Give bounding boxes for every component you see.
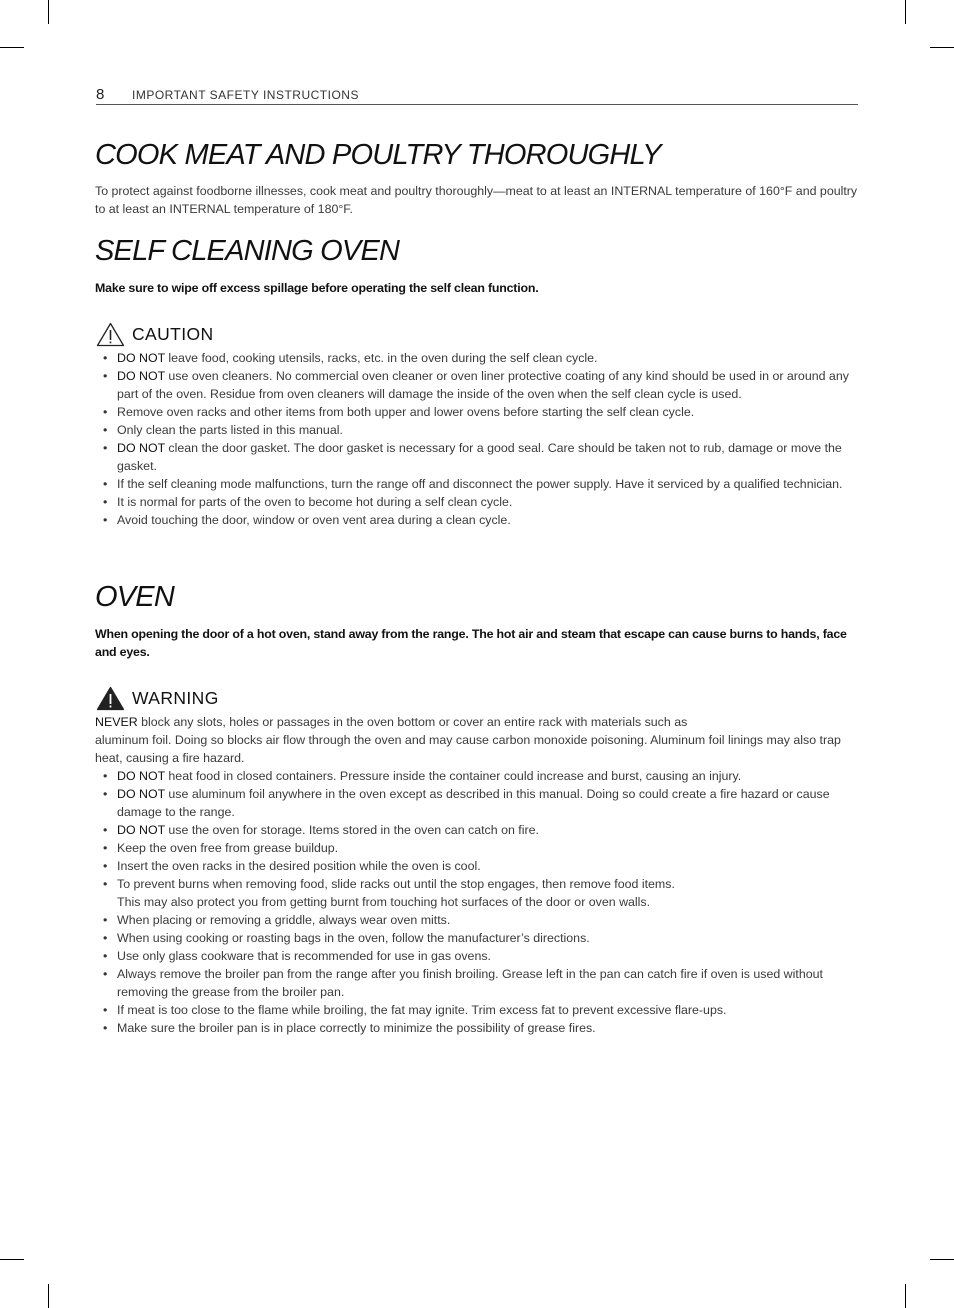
list-item	[103, 475, 858, 493]
running-title: IMPORTANT SAFETY INSTRUCTIONS	[132, 88, 359, 102]
caution-label: CAUTION	[132, 323, 214, 344]
crop-mark	[930, 47, 954, 48]
list-item-text: To prevent burns when removing food, slide racks out until the stop engages, then remove food items.	[117, 877, 675, 891]
list-item-text: Keep the oven free from grease buildup.	[117, 841, 339, 855]
list-item-text: clean the door gasket. The door gasket is necessary for a good seal. Care should be taken not to rub, damage or move the gasket.	[117, 441, 842, 473]
do-not-emphasis: DO NOT	[117, 369, 165, 383]
list-item	[103, 875, 858, 911]
list-item-text: Make sure the broiler pan is in place correctly to minimize the possibility of grease fires.	[117, 1021, 596, 1035]
list-item	[103, 821, 858, 839]
list-item	[103, 367, 858, 403]
list-item-text: use aluminum foil anywhere in the oven except as described in this manual. Doing so could create a fire hazard or cause damage to the range.	[117, 787, 830, 819]
list-item	[103, 493, 858, 511]
list-item-text: It is normal for parts of the oven to become hot during a self clean cycle.	[117, 495, 513, 509]
warning-triangle-icon	[96, 686, 125, 711]
section-body-cook-meat: To protect against foodborne illnesses, cook meat and poultry thoroughly—meat to at least an INTERNAL temperature of 160°F and poultry to at least an INTERNAL temperature of 180°F.	[95, 184, 858, 216]
list-item-text: When using cooking or roasting bags in the oven, follow the manufacturer’s directions.	[117, 931, 590, 945]
list-item-text: Avoid touching the door, window or oven vent area during a clean cycle.	[117, 513, 511, 527]
list-item	[103, 421, 858, 439]
list-item-text: leave food, cooking utensils, racks, etc. in the oven during the self clean cycle.	[164, 351, 598, 365]
list-item	[103, 1019, 858, 1037]
do-not-emphasis: DO NOT	[117, 823, 165, 837]
section-title-oven: OVEN	[95, 581, 174, 613]
list-item	[103, 839, 858, 857]
list-item-text: Always remove the broiler pan from the range after you finish broiling. Grease left in the pan can catch fire if oven is used without removing the grease from the broiler pan.	[117, 967, 823, 999]
list-item	[103, 911, 858, 929]
section-lead-self-cleaning: Make sure to wipe off excess spillage before operating the self clean function.	[95, 281, 539, 295]
list-item	[103, 785, 858, 821]
list-item	[103, 767, 858, 785]
crop-mark	[930, 1259, 954, 1260]
list-item-text: Only clean the parts listed in this manual.	[117, 423, 343, 437]
section-lead-oven: When opening the door of a hot oven, stand away from the range. The hot air and steam that escape can cause burns to hands, face and eyes.	[95, 627, 847, 659]
list-item-text: If meat is too close to the flame while broiling, the fat may ignite. Trim excess fat to prevent excessive flare-ups.	[117, 1003, 727, 1017]
list-item-text-continued: This may also protect you from getting burnt from touching hot surfaces of the door or oven walls.	[117, 895, 651, 909]
crop-mark	[48, 0, 49, 24]
warning-label: WARNING	[132, 687, 219, 708]
list-item	[103, 349, 858, 367]
do-not-emphasis: DO NOT	[117, 787, 165, 801]
crop-mark	[905, 0, 906, 24]
crop-mark	[905, 1284, 906, 1308]
list-item	[103, 857, 858, 875]
page-number: 8	[96, 86, 105, 103]
crop-mark	[48, 1284, 49, 1308]
caution-heading	[96, 321, 214, 347]
list-item	[103, 965, 858, 1001]
list-item	[103, 929, 858, 947]
warning-intro-line1: block any slots, holes or passages in the oven bottom or cover an entire rack with materials such as	[137, 715, 688, 729]
list-item-text: use oven cleaners. No commercial oven cleaner or oven liner protective coating of any kind should be used in or around any part of the oven. Residue from oven cleaners will damage the inside of the oven when the self clean cycle is used.	[117, 369, 849, 401]
list-item-text: If the self cleaning mode malfunctions, turn the range off and disconnect the power supply. Have it serviced by a qualified technician.	[117, 477, 843, 491]
list-item-text: Insert the oven racks in the desired position while the oven is cool.	[117, 859, 481, 873]
section-title-self-cleaning: SELF CLEANING OVEN	[95, 235, 400, 267]
do-not-emphasis: DO NOT	[117, 441, 165, 455]
list-item	[103, 947, 858, 965]
list-item-text: Use only glass cookware that is recommended for use in gas ovens.	[117, 949, 491, 963]
list-item-text: use the oven for storage. Items stored in the oven can catch on fire.	[164, 823, 539, 837]
warning-intro	[95, 713, 858, 767]
do-not-emphasis: DO NOT	[117, 769, 165, 783]
warning-list	[103, 767, 858, 1037]
caution-triangle-icon	[96, 322, 125, 347]
list-item-text: When placing or removing a griddle, always wear oven mitts.	[117, 913, 451, 927]
warning-heading	[96, 685, 219, 711]
list-item	[103, 439, 858, 475]
crop-mark	[0, 47, 24, 48]
list-item	[103, 403, 858, 421]
list-item	[103, 1001, 858, 1019]
list-item-text: Remove oven racks and other items from both upper and lower ovens before starting the self clean cycle.	[117, 405, 695, 419]
list-item	[103, 511, 858, 529]
never-emphasis: NEVER	[95, 715, 138, 729]
list-item-text: heat food in closed containers. Pressure inside the container could increase and burst, causing an injury.	[164, 769, 742, 783]
do-not-emphasis: DO NOT	[117, 351, 165, 365]
section-title-cook-meat: COOK MEAT AND POULTRY THOROUGHLY	[95, 139, 661, 171]
warning-intro-line2: aluminum foil. Doing so blocks air flow through the oven and may cause carbon monoxide poisoning. Aluminum foil linings may also trap heat, causing a fire hazard.	[95, 733, 841, 765]
crop-mark	[0, 1259, 24, 1260]
caution-list	[103, 349, 858, 529]
page-header	[96, 86, 858, 105]
